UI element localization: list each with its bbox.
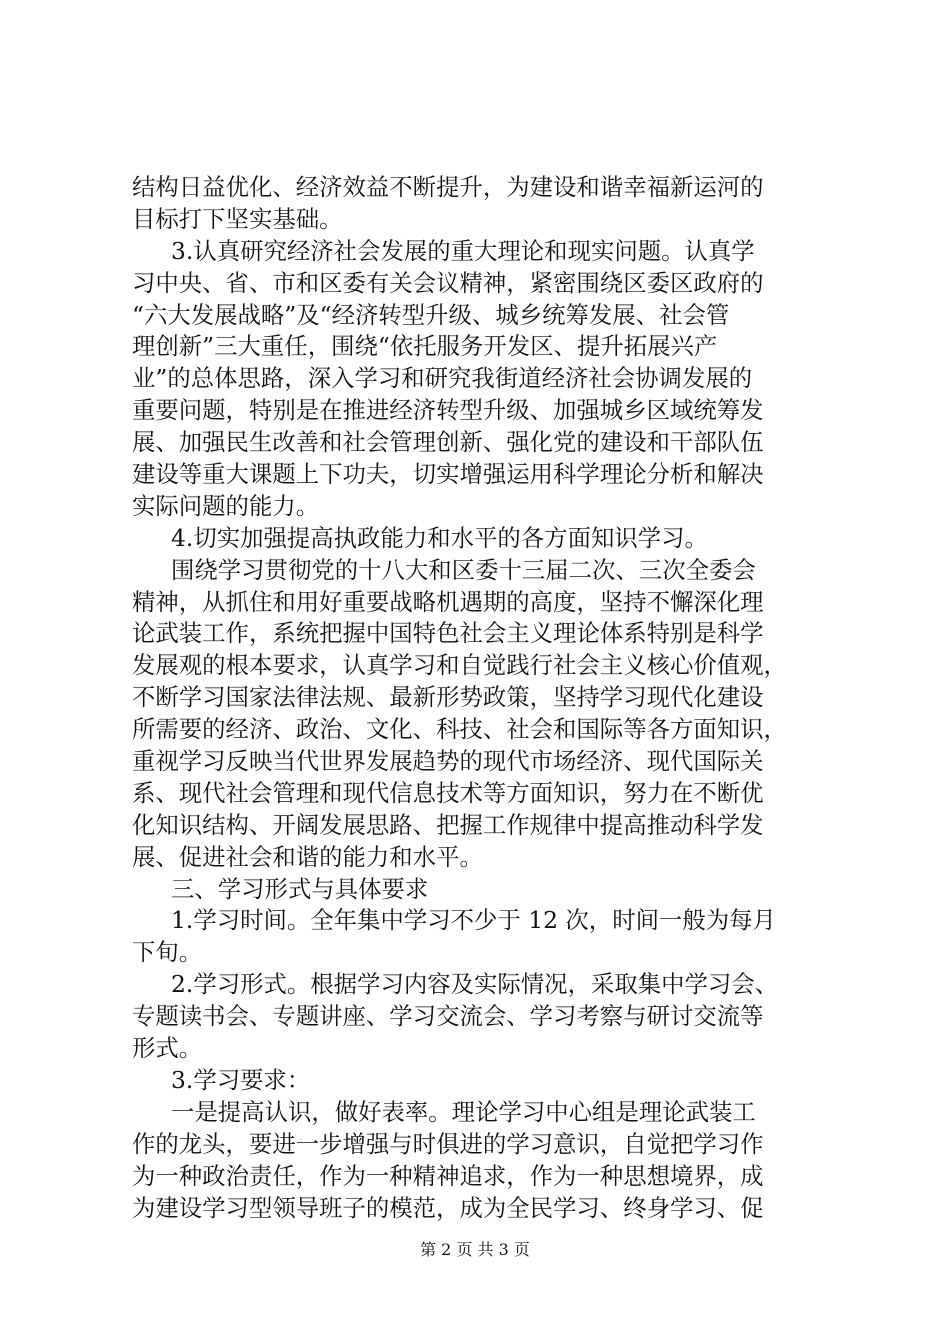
text-line: “六大发展战略”及“经济转型升级、城乡统筹发展、社会管 [132,300,730,329]
text-line: 结构日益优化、经济效益不断提升，为建设和谐幸福新运河的 [132,173,764,201]
text-line: 业”的总体思路，深入学习和研究我街道经济社会协调发展的 [132,364,753,393]
text-line: 重视学习反映当代世界发展趋势的现代市场经济、现代国际关 [132,747,764,776]
text-line: 精神，从抓住和用好重要战略机遇期的高度，坚持不懈深化理 [132,587,764,616]
text-line: 实际问题的能力。 [132,491,320,520]
text-line: 系、现代社会管理和现代信息技术等方面知识，努力在不断优 [132,778,764,807]
text-line: 专题读书会、专题讲座、学习交流会、学习考察与研讨交流等 [132,1002,764,1031]
text-line: 理创新”三大重任，围绕“依托服务开发区、提升拓展兴产 [132,332,718,361]
text-line: 3.学习要求： [171,1065,311,1094]
text-line: 2.学习形式。根据学习内容及实际情况，采取集中学习会、 [171,970,779,999]
text-line: 所需要的经济、政治、文化、科技、社会和国际等各方面知识， [132,715,787,744]
text-line: 3.认真研究经济社会发展的重大理论和现实问题。认真学 [171,236,755,265]
text-line: 习中央、省、市和区委有关会议精神，紧密围绕区委区政府的 [132,268,764,297]
text-line: 为建设学习型领导班子的模范，成为全民学习、终身学习、促 [132,1193,764,1222]
text-line: 建设等重大课题上下功夫，切实增强运用科学理论分析和解决 [132,460,764,489]
text-line: 1.学习时间。全年集中学习不少于 12 次，时间一般为每月 [171,906,776,935]
text-line: 为一种政治责任，作为一种精神追求，作为一种思想境界，成 [132,1161,764,1190]
text-line: 4.切实加强提高执政能力和水平的各方面知识学习。 [171,523,708,552]
text-line: 围绕学习贯彻党的十八大和区委十三届二次、三次全委会 [171,555,756,584]
text-line: 下旬。 [132,938,203,967]
text-line: 展、促进社会和谐的能力和水平。 [132,842,483,871]
text-line: 展、加强民生改善和社会管理创新、强化党的建设和干部队伍 [132,428,764,457]
document-body [132,172,824,1224]
text-line: 形式。 [132,1034,203,1063]
page-footer [0,1240,950,1260]
text-line: 发展观的根本要求，认真学习和自觉践行社会主义核心价值观， [132,651,787,680]
page-number-label: 第 2 页 共 3 页 [420,1240,530,1259]
text-line: 作的龙头，要进一步增强与时俱进的学习意识，自觉把学习作 [132,1129,764,1158]
text-line: 三、学习形式与具体要求 [171,874,429,903]
text-line: 一是提高认识，做好表率。理论学习中心组是理论武装工 [171,1097,756,1126]
text-line: 化知识结构、开阔发展思路、把握工作规律中提高推动科学发 [132,810,764,839]
text-line: 重要问题，特别是在推进经济转型升级、加强城乡区域统筹发 [132,396,764,425]
text-line: 不断学习国家法律法规、最新形势政策，坚持学习现代化建设 [132,683,764,712]
text-line: 论武装工作，系统把握中国特色社会主义理论体系特别是科学 [132,619,764,648]
text-line: 目标打下坚实基础。 [132,204,343,233]
